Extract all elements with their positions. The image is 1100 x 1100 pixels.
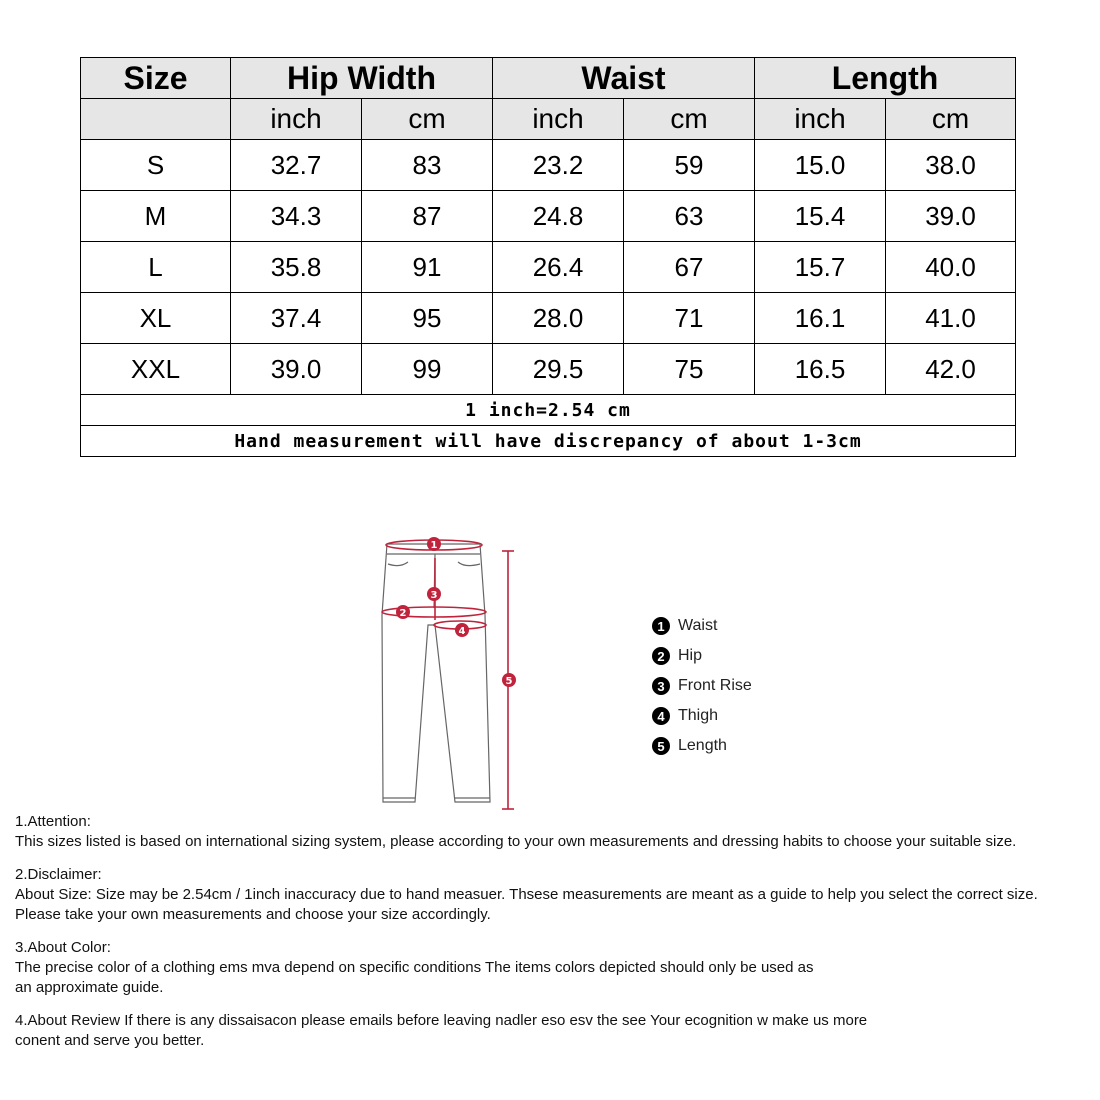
table-cell: 71 (624, 293, 755, 344)
legend-label: Waist (678, 617, 718, 634)
legend-label: Length (678, 737, 727, 754)
table-cell: 16.5 (755, 344, 886, 395)
table-cell: 35.8 (231, 242, 362, 293)
table-cell: 91 (362, 242, 493, 293)
pants-outline (382, 544, 490, 802)
measurement-lines (382, 540, 514, 809)
legend-item-front-rise (652, 671, 752, 701)
note-heading: 4.About Review If there is any dissaisacon please emails before leaving nadler eso esv the see Your ecognition w make us more (15, 1012, 868, 1029)
review-note (15, 1011, 1100, 1051)
note-line: conent and serve you better. (15, 1032, 205, 1049)
table-cell: 39.0 (886, 191, 1016, 242)
marker-3 (427, 587, 441, 601)
svg-text:2: 2 (399, 608, 407, 619)
discrepancy-note: Hand measurement will have discrepancy of about 1-3cm (81, 426, 1016, 457)
attention-note (15, 812, 1100, 852)
size-chart-table (80, 57, 1016, 457)
discrepancy-note-row (81, 426, 1016, 457)
unit-cell: inch (755, 99, 886, 140)
note-line: The precise color of a clothing ems mva depend on specific conditions The items colors depicted should only be used as (15, 959, 814, 976)
table-cell: 23.2 (493, 140, 624, 191)
unit-cell: cm (362, 99, 493, 140)
table-cell: 87 (362, 191, 493, 242)
size-header: Size (81, 58, 231, 99)
legend-label: Hip (678, 647, 703, 664)
unit-cell: cm (624, 99, 755, 140)
note-line: Please take your own measurements and choose your size accordingly. (15, 906, 491, 923)
table-cell: 15.7 (755, 242, 886, 293)
table-cell: 41.0 (886, 293, 1016, 344)
color-note (15, 938, 1100, 998)
marker-4 (455, 623, 469, 637)
note-line: an approximate guide. (15, 979, 164, 996)
svg-text:4: 4 (458, 626, 466, 637)
marker-1 (427, 537, 441, 551)
size-cell: L (81, 242, 231, 293)
unit-cell: inch (231, 99, 362, 140)
conversion-note: 1 inch=2.54 cm (81, 395, 1016, 426)
table-cell: 24.8 (493, 191, 624, 242)
size-cell: XL (81, 293, 231, 344)
hip-width-header: Hip Width (231, 58, 493, 99)
legend-label: Front Rise (678, 677, 752, 694)
legend-item-length (652, 731, 752, 761)
size-cell: M (81, 191, 231, 242)
header-row (81, 58, 1016, 99)
table-cell: 34.3 (231, 191, 362, 242)
svg-text:3: 3 (430, 590, 438, 601)
table-cell: 99 (362, 344, 493, 395)
table-cell: 63 (624, 191, 755, 242)
table-cell: 75 (624, 344, 755, 395)
table-cell: 29.5 (493, 344, 624, 395)
table-cell: 83 (362, 140, 493, 191)
table-cell: 67 (624, 242, 755, 293)
table-row (81, 344, 1016, 395)
table-row (81, 140, 1016, 191)
note-heading: 1.Attention: (15, 813, 91, 830)
table-cell: 40.0 (886, 242, 1016, 293)
conversion-note-row (81, 395, 1016, 426)
table-cell: 39.0 (231, 344, 362, 395)
legend-item-hip (652, 641, 752, 671)
number-badge: 1 (652, 617, 670, 635)
table-row (81, 242, 1016, 293)
unit-row (81, 99, 1016, 140)
size-cell: S (81, 140, 231, 191)
number-badge: 2 (652, 647, 670, 665)
table-cell: 59 (624, 140, 755, 191)
legend-item-thigh (652, 701, 752, 731)
table-row (81, 293, 1016, 344)
number-badge: 4 (652, 707, 670, 725)
table-cell: 95 (362, 293, 493, 344)
legend-label: Thigh (678, 707, 719, 724)
unit-cell: inch (493, 99, 624, 140)
table-cell: 28.0 (493, 293, 624, 344)
marker-2 (396, 605, 410, 619)
unit-blank-cell (81, 99, 231, 140)
table-cell: 42.0 (886, 344, 1016, 395)
unit-cell: cm (886, 99, 1016, 140)
waist-header: Waist (493, 58, 755, 99)
note-line: This sizes listed is based on international sizing system, please according to your own measurements and dressing habits to choose your suitable size. (15, 833, 1017, 850)
table-cell: 26.4 (493, 242, 624, 293)
length-header: Length (755, 58, 1016, 99)
table-cell: 32.7 (231, 140, 362, 191)
table-cell: 16.1 (755, 293, 886, 344)
table-cell: 38.0 (886, 140, 1016, 191)
disclaimer-note (15, 865, 1100, 925)
note-line: About Size: Size may be 2.54cm / 1inch inaccuracy due to hand measuer. Thsese measurements are meant as a guide to help you select the correct size. (15, 886, 1038, 903)
number-badge: 3 (652, 677, 670, 695)
pants-measurement-diagram (370, 530, 530, 820)
number-badge: 5 (652, 737, 670, 755)
note-heading: 2.Disclaimer: (15, 866, 102, 883)
notes-section (15, 812, 1100, 1064)
measurement-legend (652, 611, 752, 761)
note-heading: 3.About Color: (15, 939, 111, 956)
svg-text:5: 5 (505, 676, 513, 687)
table-row (81, 191, 1016, 242)
svg-text:1: 1 (430, 540, 438, 551)
table-cell: 15.4 (755, 191, 886, 242)
table-cell: 37.4 (231, 293, 362, 344)
marker-5 (502, 673, 516, 687)
size-cell: XXL (81, 344, 231, 395)
legend-item-waist (652, 611, 752, 641)
table-cell: 15.0 (755, 140, 886, 191)
